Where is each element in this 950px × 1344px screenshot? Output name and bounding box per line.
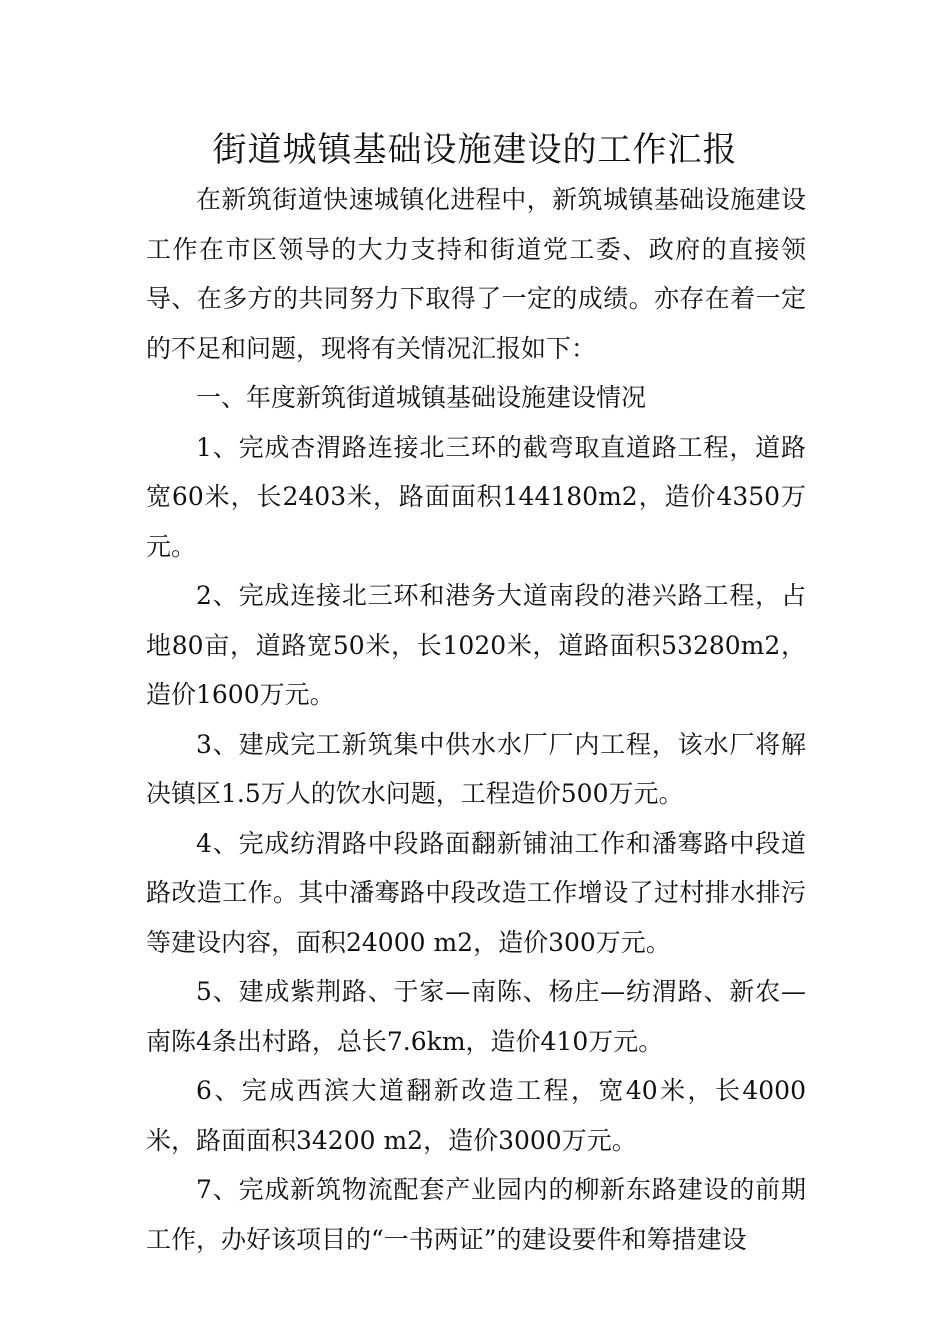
list-item-7: 7、完成新筑物流配套产业园内的柳新东路建设的前期工作，办好该项目的“一书两证”的建设要件和筹措建设 [146, 1175, 806, 1254]
list-item-3: 3、建成完工新筑集中供水水厂厂内工程，该水厂将解决镇区1.5万人的饮水问题，工程造价500万元。 [146, 729, 806, 808]
list-item-5: 5、建成紫荆路、于家—南陈、杨庄—纺渭路、新农—南陈4条出村路，总长7.6km，造价410万元。 [146, 977, 806, 1056]
intro-paragraph: 在新筑街道快速城镇化进程中，新筑城镇基础设施建设工作在市区领导的大力支持和街道党工委、政府的直接领导、在多方的共同努力下取得了一定的成绩。亦存在着一定的不足和问题，现将有关情况汇报如下： [146, 185, 806, 363]
list-item-4: 4、完成纺渭路中段路面翻新铺油工作和潘骞路中段道路改造工作。其中潘骞路中段改造工作增设了过村排水排污等建设内容，面积24000 m2，造价300万元。 [146, 828, 806, 957]
section-heading: 一、年度新筑街道城镇基础设施建设情况 [196, 383, 647, 412]
list-item-6: 6、完成西滨大道翻新改造工程，宽40米，长4000米，路面面积34200 m2，造价3000万元。 [146, 1076, 806, 1155]
document-body [146, 175, 806, 1264]
list-item-2: 2、完成连接北三环和港务大道南段的港兴路工程，占地80亩，道路宽50米，长1020米，道路面积53280m2，造价1600万元。 [146, 581, 806, 709]
list-item-1: 1、完成杏渭路连接北三环的截弯取直道路工程，道路宽60米，长2403米，路面面积144180m2，造价4350万元。 [146, 432, 806, 561]
document-title: 街道城镇基础设施建设的工作汇报 [212, 130, 738, 170]
